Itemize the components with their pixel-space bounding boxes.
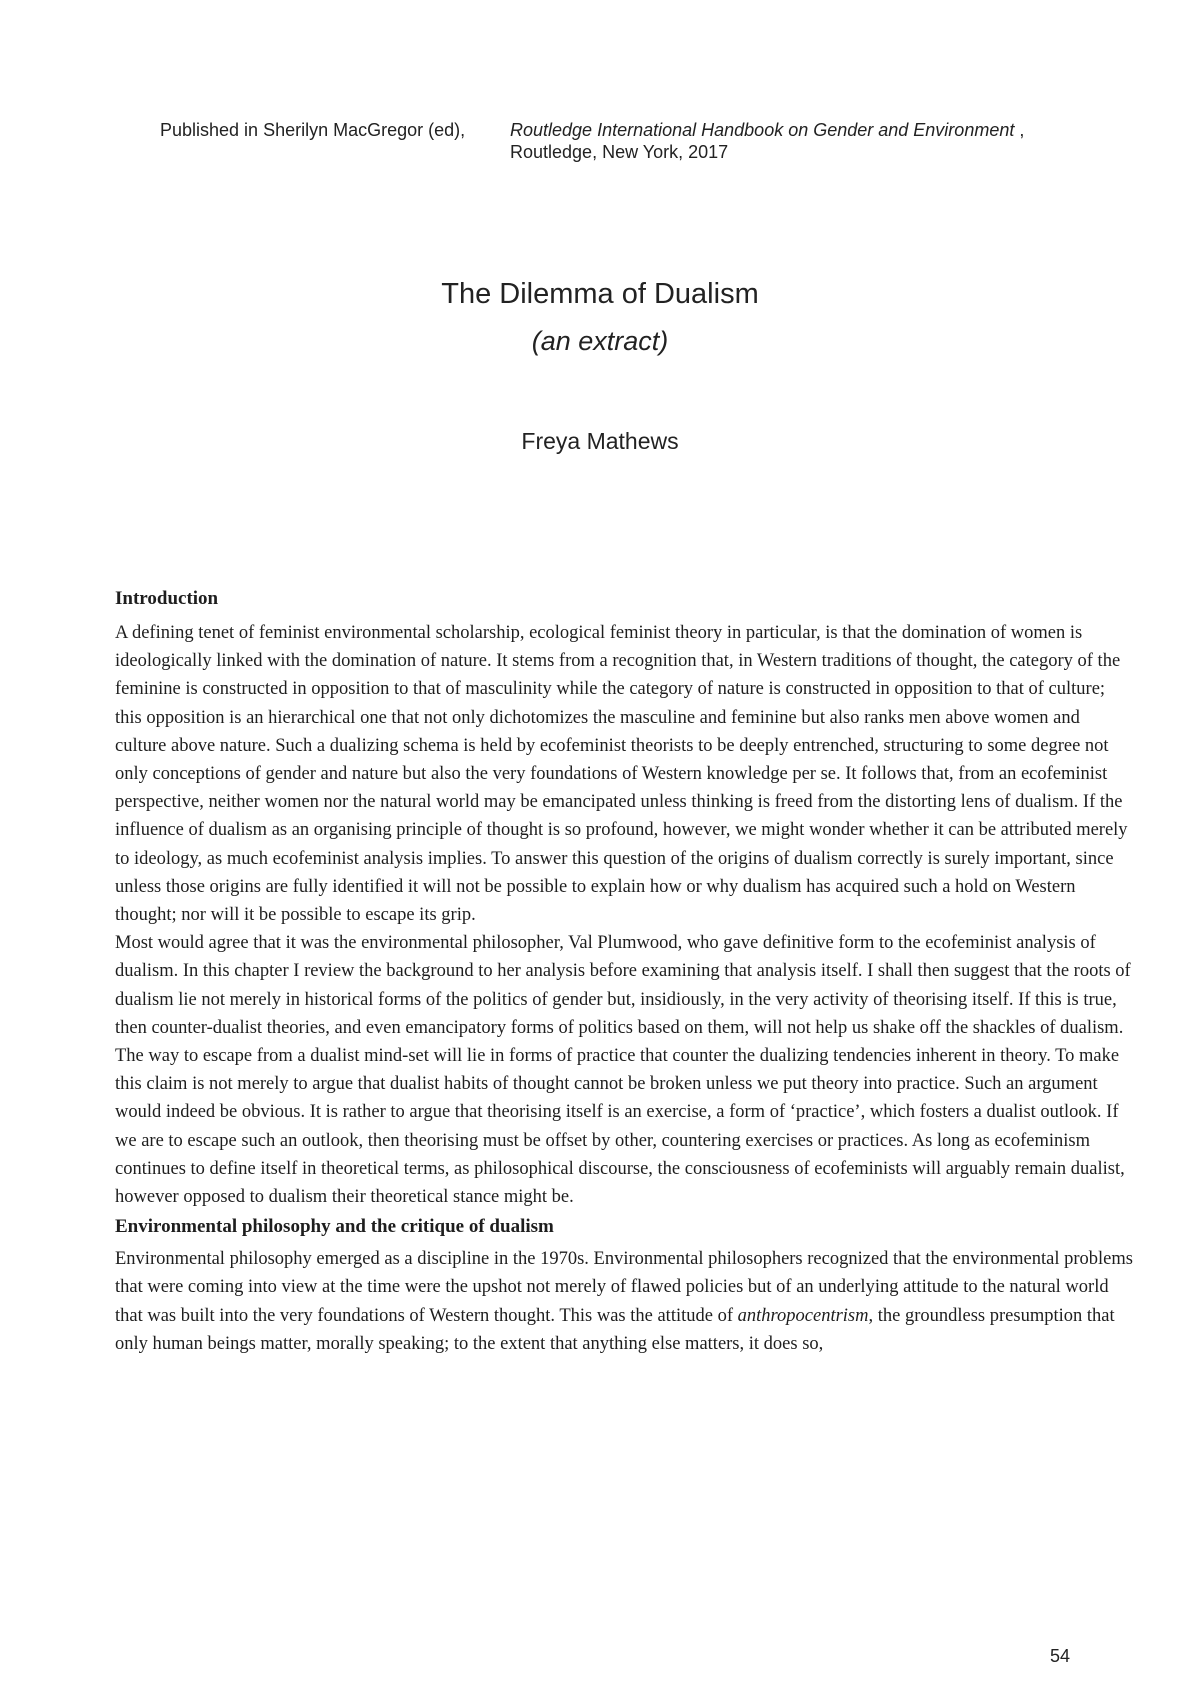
book-title-suffix: , [1014,120,1025,140]
article-body [115,585,1135,1358]
article-subtitle: (an extract) [531,326,669,356]
section-heading-introduction: Introduction [115,588,219,609]
paragraph-text: , the groundless presumption that only human beings matter, morally speaking; to the extent that anything else matters, it does so, [115,1305,1115,1354]
page-number: 54 [1050,1646,1071,1666]
emphasis-term: anthropocentrism [737,1305,869,1326]
body-paragraph [115,1245,1135,1358]
section-heading-environmental-philosophy: Environmental philosophy and the critique of dualism [115,1216,554,1238]
body-paragraph: Most would agree that it was the environmental philosopher, Val Plumwood, who gave definitive form to the ecofeminist analysis of dualism. In this chapter I review the background to her analysis before examining that analysis itself. I shall then suggest that the roots of dualism lie not merely in historical forms of the politics of gender but, insidiously, in the very activity of theorising itself. If this is true, then counter-dualist theories, and even emancipatory forms of politics based on them, will not help us shake off the shackles of dualism. The way to escape from a dualist mind-set will lie in forms of practice that counter the dualizing tendencies inherent in theory. To make this claim is not merely to argue that dualist habits of thought cannot be broken unless we put theory into practice. Such an argument would indeed be obvious. It is rather to argue that theorising itself is an exercise, a form of ‘practice’, which fosters a dualist outlook. If we are to escape such an outlook, then theorising must be offset by other, countering exercises or practices. As long as ecofeminism continues to define itself in theoretical terms, as philosophical discourse, the consciousness of ecofeminists will arguably remain dualist, however opposed to dualism their theoretical stance might be. [115,933,1131,1208]
paragraph-text: Environmental philosophy emerged as a discipline in the 1970s. Environmental philosophers recognized that the environmental problems that were coming into view at the time were the upshot not merely of flawed policies but of an underlying attitude to the natural world that was built into the very foundations of Western thought. This was the attitude of [115,1249,1133,1326]
article-title: The Dilemma of Dualism [441,278,759,310]
body-paragraph: A defining tenet of feminist environmental scholarship, ecological feminist theory in particular, is that the domination of women is ideologically linked with the domination of nature. It stems from a recognition that, in Western traditions of thought, the category of the feminine is constructed in opposition to that of masculinity while the category of nature is constructed in opposition to that of culture; this opposition is an hierarchical one that not only dichotomizes the masculine and feminine but also ranks men above women and culture above nature. Such a dualizing schema is held by ecofeminist theorists to be deeply entrenched, structuring to some degree not only conceptions of gender and nature but also the very foundations of Western knowledge per se. It follows that, from an ecofeminist perspective, neither women nor the natural world may be emancipated unless thinking is freed from the distorting lens of dualism. If the influence of dualism as an organising principle of thought is so profound, however, we might wonder whether it can be attributed merely to ideology, as much ecofeminist analysis implies. To answer this question of the origins of dualism correctly is surely important, since unless those origins are fully identified it will not be possible to explain how or why dualism has acquired such a hold on Western thought; nor will it be possible to escape its grip. [115,623,1128,926]
published-prefix: Published in Sherilyn MacGregor (ed), [160,120,466,140]
book-title: Routledge International Handbook on Gender and Environment [510,120,1015,140]
article-author: Freya Mathews [521,428,679,454]
publisher-line: Routledge, New York, 2017 [510,142,729,162]
publication-line-1 [160,118,1024,142]
